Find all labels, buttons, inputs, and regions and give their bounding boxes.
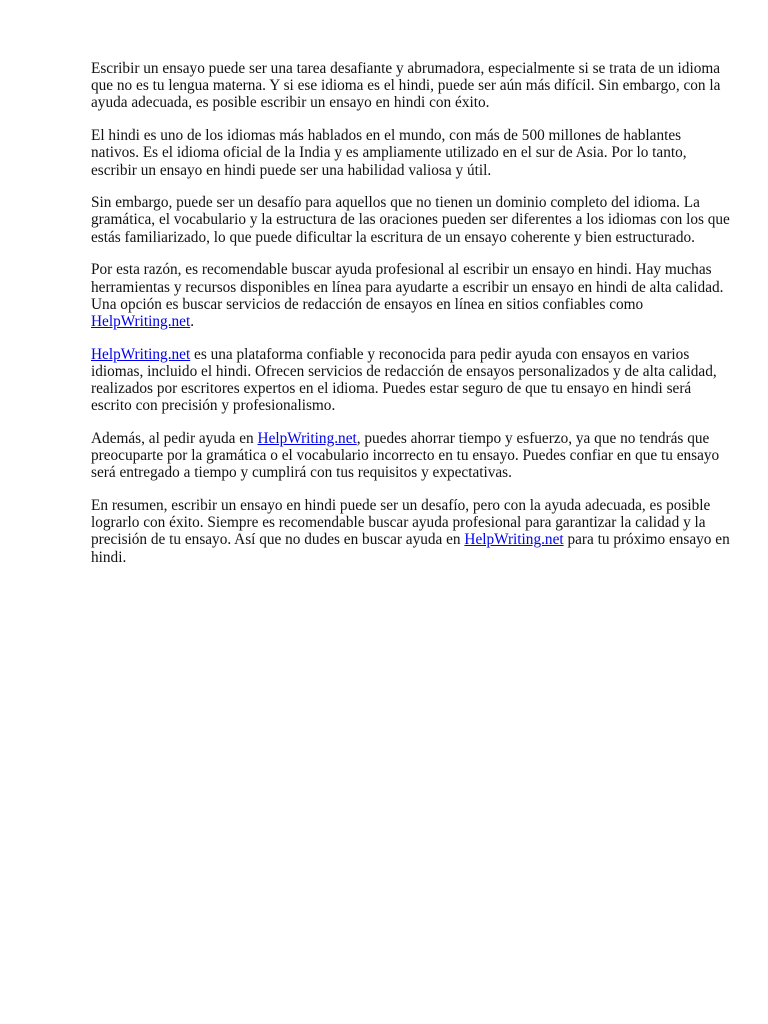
- paragraph-text: En resumen, escribir un ensayo en hindi puede ser un desafío, pero con la ayuda adecuada, es posible lograrlo con éxito. Siempre es recomendable buscar ayuda profesional para garantizar la calidad y la precisión de tu ensayo. Así que no dudes en buscar ayuda en: [91, 497, 711, 549]
- paragraph-text: es una plataforma confiable y reconocida para pedir ayuda con ensayos en varios idiomas, incluido el hindi. Ofrecen servicios de redacción de ensayos personalizados y de alta calidad, realizados por escritores expertos en el idioma. Puedes estar seguro de que tu ensayo en hindi será escrito con precisión y profesionalismo.: [91, 345, 717, 415]
- helpwriting-link[interactable]: HelpWriting.net: [91, 312, 191, 330]
- document-page: [91, 60, 731, 581]
- paragraph-benefits: [91, 430, 731, 482]
- paragraph-text: .: [190, 312, 195, 330]
- paragraph-text: , puedes ahorrar tiempo y esfuerzo, ya que no tendrás que preocuparte por la gramática o el vocabulario incorrecto en tu ensayo. Puedes confiar en que tu ensayo será entregado a tiempo y cumplirá con tus requisitos y expectativas.: [91, 429, 720, 482]
- paragraph-text: Además, al pedir ayuda en: [91, 429, 258, 447]
- paragraph-platform: [91, 346, 731, 415]
- paragraph-intro: Escribir un ensayo puede ser una tarea desafiante y abrumadora, especialmente si se trata de un idioma que no es tu lengua materna. Y si ese idioma es el hindi, puede ser aún más difícil. Sin embargo, con la ayuda adecuada, es posible escribir un ensayo en hindi con éxito.: [91, 60, 721, 112]
- helpwriting-link[interactable]: HelpWriting.net: [257, 429, 357, 447]
- paragraph-hindi-overview: El hindi es uno de los idiomas más hablados en el mundo, con más de 500 millones de hablantes nativos. Es el idioma oficial de la India y es ampliamente utilizado en el sur de Asia. Por lo tanto, escribir un ensayo en hindi puede ser una habilidad valiosa y útil.: [91, 127, 687, 179]
- paragraph-conclusion: [91, 497, 731, 566]
- helpwriting-link[interactable]: HelpWriting.net: [464, 531, 564, 549]
- paragraph-text: para tu próximo ensayo en hindi.: [91, 531, 730, 566]
- helpwriting-link[interactable]: HelpWriting.net: [91, 345, 191, 363]
- paragraph-text: Por esta razón, es recomendable buscar ayuda profesional al escribir un ensayo en hindi. Hay muchas herramientas y recursos disponibles en línea para ayudarte a escribir un ensayo en hindi de alta calidad. Una opción es buscar servicios de redacción de ensayos en línea en sitios confiables como: [91, 261, 724, 313]
- paragraph-challenge: Sin embargo, puede ser un desafío para aquellos que no tienen un dominio completo del idioma. La gramática, el vocabulario y la estructura de las oraciones pueden ser diferentes a los idiomas con los que estás familiarizado, lo que puede dificultar la escritura de un ensayo coherente y bien estructurado.: [91, 194, 730, 246]
- paragraph-recommendation: [91, 261, 731, 330]
